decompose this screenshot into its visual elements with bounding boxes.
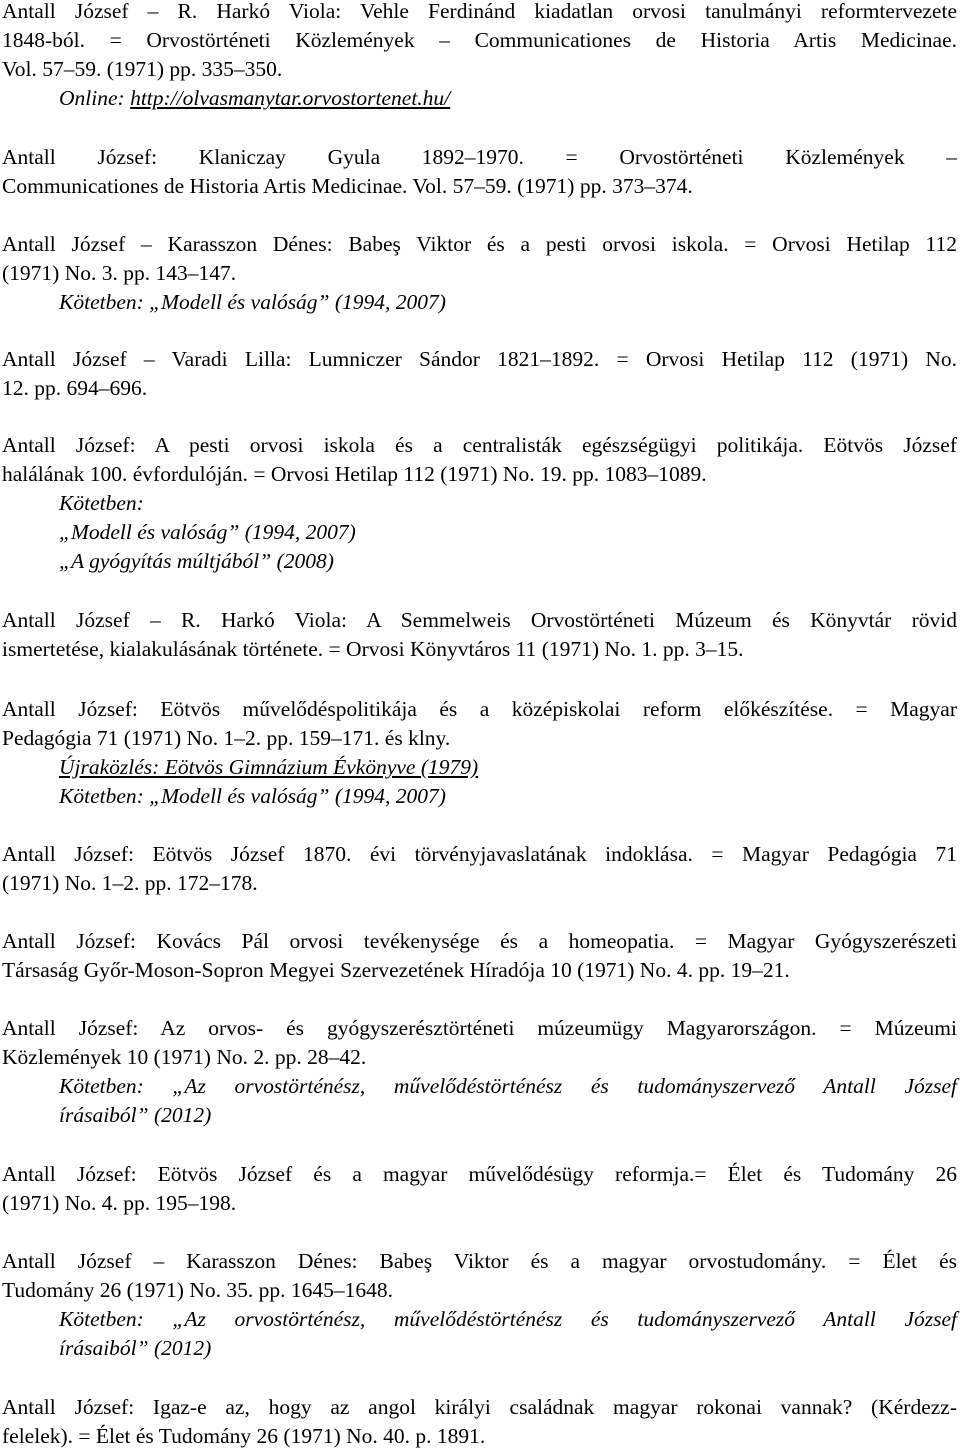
bibliography-entry (2, 1393, 957, 1451)
volume-note: „Modell és valóság” (1994, 2007) (59, 520, 356, 544)
bibliography-entry (2, 1014, 957, 1130)
entry-text-line: Antall József: Eötvös József és a magyar művelődésügy reformja.= Élet és Tudomány 26 (2, 1162, 957, 1186)
volume-note: írásaiból” (2012) (59, 1336, 212, 1360)
online-reference (2, 84, 957, 113)
entry-text-line: halálának 100. évfordulóján. = Orvosi Hetilap 112 (1971) No. 19. pp. 1083–1089. (2, 462, 707, 486)
entry-text-line: Antall József: Eötvös művelődéspolitikája és a középiskolai reform előkészítése. = Magyar (2, 697, 957, 721)
entry-text-line: Vol. 57–59. (1971) pp. 335–350. (2, 57, 283, 81)
volume-note: Kötetben: (59, 491, 144, 515)
bibliography-entry (2, 1247, 957, 1363)
online-link[interactable]: http://olvasmanytar.orvostortenet.hu/ (130, 86, 451, 110)
bibliography-entry (2, 840, 957, 898)
entry-text-line: Antall József: Az orvos- és gyógyszerésztörténeti múzeumügy Magyarországon. = Múzeumi (2, 1016, 957, 1040)
bibliography-entry (2, 695, 957, 811)
entry-text-line: Communicationes de Historia Artis Medicinae. Vol. 57–59. (1971) pp. 373–374. (2, 174, 693, 198)
entry-text-line: Antall József – R. Harkó Viola: Vehle Ferdinánd kiadatlan orvosi tanulmányi reformtervezete (2, 0, 957, 23)
bibliography-entry (2, 1160, 957, 1218)
reprint-note: Újraközlés: Eötvös Gimnázium Évkönyve (1979) (59, 755, 479, 779)
volume-note: Kötetben: „Modell és valóság” (1994, 2007) (59, 290, 446, 314)
entry-text-line: Antall József: Kovács Pál orvosi tevékenysége és a homeopatia. = Magyar Gyógyszerészeti (2, 929, 957, 953)
entry-text-line: ismertetése, kialakulásának története. = Orvosi Könyvtáros 11 (1971) No. 1. pp. 3–15. (2, 637, 744, 661)
bibliography-entry (2, 143, 957, 201)
entry-text-line: Antall József: Eötvös József 1870. évi törvényjavaslatának indoklása. = Magyar Pedagógia 71 (2, 842, 957, 866)
bibliography-entry (2, 431, 957, 576)
entry-text-line: Antall József: A pesti orvosi iskola és a centralisták egészségügyi politikája. Eötvös József (2, 433, 957, 457)
entry-text-line: Antall József – R. Harkó Viola: A Semmelweis Orvostörténeti Múzeum és Könyvtár rövid (2, 608, 957, 632)
entry-text-line: (1971) No. 4. pp. 195–198. (2, 1191, 237, 1215)
entry-text-line: Pedagógia 71 (1971) No. 1–2. pp. 159–171. és klny. (2, 726, 451, 750)
entry-text-line: Közlemények 10 (1971) No. 2. pp. 28–42. (2, 1045, 367, 1069)
entry-text-line: (1971) No. 1–2. pp. 172–178. (2, 871, 258, 895)
entry-text-line: felelek). = Élet és Tudomány 26 (1971) No. 40. p. 1891. (2, 1424, 486, 1448)
entry-text-line: 1848-ból. = Orvostörténeti Közlemények – Communicationes de Historia Artis Medicinae. (2, 28, 957, 52)
volume-note: Kötetben: „Modell és valóság” (1994, 2007) (59, 784, 446, 808)
entry-text-line: (1971) No. 3. pp. 143–147. (2, 261, 237, 285)
volume-note: Kötetben: „Az orvostörténész, művelődéstörténész és tudományszervező Antall József (59, 1307, 957, 1331)
entry-text-line: Antall József – Karasszon Dénes: Babeş Viktor és a pesti orvosi iskola. = Orvosi Hetilap 112 (2, 232, 957, 256)
bibliography-entry (2, 927, 957, 985)
entry-text-line: Antall József – Karasszon Dénes: Babeş Viktor és a magyar orvostudomány. = Élet és (2, 1249, 957, 1273)
bibliography-entry (2, 606, 957, 664)
online-prefix: Online: (59, 86, 131, 110)
entry-text-line: Antall József: Klaniczay Gyula 1892–1970. = Orvostörténeti Közlemények – (2, 145, 957, 169)
volume-note: Kötetben: „Az orvostörténész, művelődéstörténész és tudományszervező Antall József (59, 1074, 957, 1098)
entry-text-line: Tudomány 26 (1971) No. 35. pp. 1645–1648. (2, 1278, 393, 1302)
volume-note: írásaiból” (2012) (59, 1103, 212, 1127)
bibliography-entry (2, 230, 957, 317)
bibliography-entry (2, 0, 957, 113)
bibliography-entry (2, 345, 957, 403)
entry-text-line: Antall József – Varadi Lilla: Lumniczer Sándor 1821–1892. = Orvosi Hetilap 112 (1971) No. (2, 347, 957, 371)
entry-text-line: 12. pp. 694–696. (2, 376, 148, 400)
entry-text-line: Antall József: Igaz-e az, hogy az angol királyi családnak magyar rokonai vannak? (Kérdezz- (2, 1395, 957, 1419)
entry-text-line: Társaság Győr-Moson-Sopron Megyei Szervezetének Híradója 10 (1971) No. 4. pp. 19–21. (2, 958, 790, 982)
volume-note: „A gyógyítás múltjából” (2008) (59, 549, 334, 573)
